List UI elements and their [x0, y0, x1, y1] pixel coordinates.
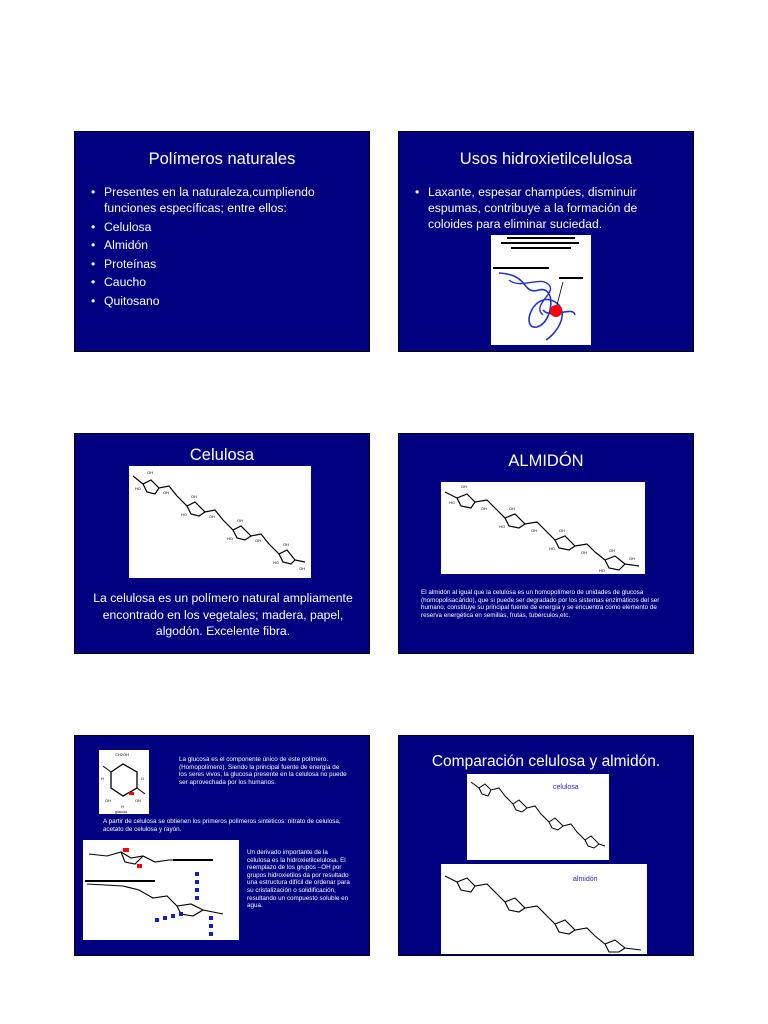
hydroxyethylcellulose-figure: [83, 840, 239, 940]
starch-comparison-figure: [441, 864, 647, 954]
slide-title: Comparación celulosa y almidón.: [431, 753, 661, 770]
svg-text:HO: HO: [549, 546, 555, 551]
synthetic-polymers-text: A partir de celulosa se obtienen los primeros polímeros sintéticos: nitrato de celulosa, acetato de celulosa y rayón.: [103, 818, 341, 833]
cellulose-chain-small-image: [467, 774, 609, 860]
bullet-list: [415, 184, 683, 235]
cellulose-comparison-figure: [467, 774, 609, 860]
svg-text:OH: OH: [105, 798, 111, 803]
svg-text:OH: OH: [509, 506, 515, 511]
svg-text:H: H: [121, 804, 124, 809]
svg-text:OH: OH: [147, 470, 153, 475]
slide-almidon: [398, 433, 694, 654]
svg-text:OH: OH: [283, 542, 289, 547]
svg-text:OH: OH: [255, 538, 261, 543]
slide-body-text: El almidón al igual que la celulosa es un homopolímero de unidades de glucosa (homopolisacárido), que si puede ser degradado por los sistemas enzimáticos del ser humano, constituye su principal fuente de energía y se encuentra como elemento de reserva energética en semillas, frutas, tubérculos,etc.: [421, 589, 660, 619]
svg-text:CH2OH: CH2OH: [115, 752, 130, 757]
bullet-item: • Caucho: [91, 274, 359, 290]
svg-text:HO: HO: [181, 512, 187, 517]
bullet-item: • Almidón: [91, 237, 359, 253]
svg-text:glucosa: glucosa: [115, 810, 128, 814]
svg-text:HO: HO: [273, 560, 279, 565]
polymer-coil-figure: [491, 235, 591, 345]
bullet-list: [91, 184, 359, 312]
polymer-coil-image: [491, 235, 591, 345]
slide-title: Polímeros naturales: [148, 150, 296, 168]
svg-text:OH: OH: [461, 484, 467, 489]
slide-glucosa: [74, 735, 370, 956]
svg-text:HO: HO: [599, 568, 605, 573]
svg-text:H: H: [101, 776, 104, 781]
starch-chain-image: [441, 482, 645, 574]
svg-text:O: O: [141, 776, 145, 781]
slide-body-text: La celulosa es un polímero natural ampliamente encontrado en los vegetales; madera, papel, algodón. Excelente fibra.: [93, 591, 353, 638]
slide-title: Celulosa: [189, 446, 255, 464]
svg-text:OH: OH: [237, 518, 243, 523]
cellulose-structure-figure: [129, 466, 311, 578]
svg-text:HO: HO: [499, 524, 505, 529]
starch-chain-small-image: [441, 864, 647, 954]
svg-text:OH: OH: [559, 528, 565, 533]
svg-text:OH: OH: [531, 528, 537, 533]
slide-polimeros-naturales: [74, 131, 370, 352]
bullet-item: • Presentes en la naturaleza,cumpliendo funciones específicas; entre ellos:: [91, 184, 359, 216]
svg-text:OH: OH: [629, 556, 635, 561]
starch-structure-figure: [441, 482, 645, 574]
hydroxyethylcellulose-text: Un derivado importante de la celulosa es la hidroxietilcelulosa. El reemplazo de los grupos –OH por grupos hidroxietilos da por resultado una estructura difícil de ordenar para su cristalización o solidificación, resultando un compuesto soluble en agua.: [247, 849, 350, 910]
svg-text:OH: OH: [191, 494, 197, 499]
bullet-item: • Quitosano: [91, 293, 359, 309]
svg-text:OH: OH: [163, 490, 169, 495]
slide-celulosa: [74, 433, 370, 654]
svg-text:OH: OH: [209, 514, 215, 519]
svg-text:OH: OH: [581, 550, 587, 555]
svg-text:OH: OH: [135, 798, 141, 803]
slide-comparacion: [398, 735, 694, 956]
bullet-item: • Laxante, espesar champúes, disminuir espumas, contribuye a la formación de coloides para eliminar suciedad.: [415, 184, 683, 232]
svg-text:HO: HO: [449, 500, 455, 505]
cellulose-label: celulosa: [553, 784, 579, 791]
glucose-text: La glucosa es el componente único de este polímero. (Homopolímero). Siendo la principal fuente de energía de los seres vivos, la glucosa presente en la celulosa no puede ser aprovechada por los humanos.: [179, 756, 347, 786]
glucose-ring-image: [99, 750, 149, 814]
glucose-structure-figure: [99, 750, 149, 814]
svg-text:HO: HO: [227, 536, 233, 541]
slide-title: ALMIDÓN: [508, 452, 584, 470]
hydroxyethylcellulose-image: [83, 840, 239, 940]
starch-label: almidón: [573, 876, 598, 883]
bullet-item: • Proteínas: [91, 256, 359, 272]
svg-text:OH: OH: [299, 566, 305, 571]
slide-title: Usos hidroxietilcelulosa: [459, 150, 633, 168]
svg-text:OH: OH: [481, 506, 487, 511]
bullet-item: • Celulosa: [91, 219, 359, 235]
slide-usos-hidroxietilcelulosa: [398, 131, 694, 352]
cellulose-chain-image: [129, 466, 311, 578]
svg-text:HO: HO: [135, 486, 141, 491]
svg-text:OH: OH: [609, 548, 615, 553]
